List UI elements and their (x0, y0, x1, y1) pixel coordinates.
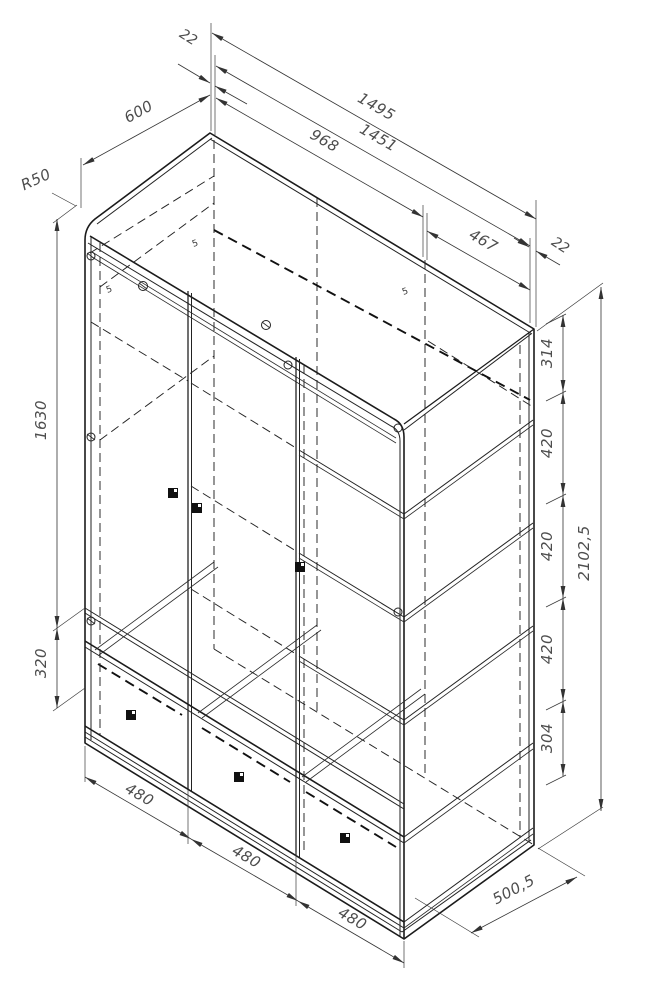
dim-panel-thickness-left: 22 (176, 26, 200, 50)
door-handle-icon (192, 503, 202, 513)
door-handle-icon (168, 488, 178, 498)
dim-shelf-gap-3: 420 (538, 530, 556, 562)
dim-shelf-gap-5: 304 (538, 722, 556, 754)
dim-drawer-width-3: 480 (334, 903, 371, 934)
dim-panel-thickness-right: 22 (548, 234, 573, 258)
door-handle-icon (295, 562, 305, 572)
top-right-depth-edge (404, 329, 534, 424)
fitting-mark: 5 (190, 238, 200, 250)
back-rail-hidden (214, 230, 530, 400)
dim-overall-height: 2102,5 (575, 525, 593, 581)
dim-shelf-gap-1: 314 (538, 337, 556, 369)
drawer-handle-icon (340, 833, 350, 843)
dim-top-depth: 600 (121, 96, 157, 127)
right-section-shelves (299, 420, 533, 928)
dim-line-22-right-a (514, 238, 529, 247)
dim-line-22-left-b (215, 86, 247, 104)
dimension-labels (18, 26, 593, 934)
dim-overall-width: 1495 (354, 88, 399, 125)
cam-fittings (87, 252, 402, 625)
dim-shelf-gap-2: 420 (538, 427, 556, 459)
dim-inner-width: 1451 (356, 119, 401, 156)
dim-door-height: 1630 (32, 399, 50, 441)
drawer-handle-icon (234, 772, 244, 782)
dim-right-section-width: 467 (465, 225, 502, 256)
dim-drawer-zone-height: 320 (32, 647, 50, 679)
dim-line-22-left-a (178, 64, 210, 83)
r50-leader (52, 193, 76, 206)
dim-line-1451 (216, 66, 530, 246)
front-top-rail (90, 236, 404, 939)
dimension-lines (57, 33, 601, 963)
dim-drawer-width-1: 480 (121, 779, 158, 810)
dim-shelf-gap-4: 420 (538, 633, 556, 665)
fitting-mark: 5 (104, 284, 114, 296)
dim-base-depth: 500,5 (489, 870, 538, 909)
hidden-edges (90, 140, 534, 850)
dim-left-sections-width: 968 (306, 125, 343, 156)
drawer-handle-icon (126, 710, 136, 720)
dim-line-22-right-b (536, 251, 560, 265)
drawer-top-edge (85, 641, 404, 837)
dim-corner-radius: R50 (18, 164, 54, 195)
dim-drawer-width-2: 480 (228, 841, 265, 872)
drawer-bottom-edge (85, 726, 404, 922)
front-horizontal-edges (85, 608, 404, 928)
back-bottom-edge (214, 649, 534, 845)
fitting-mark: 5 (400, 286, 410, 298)
